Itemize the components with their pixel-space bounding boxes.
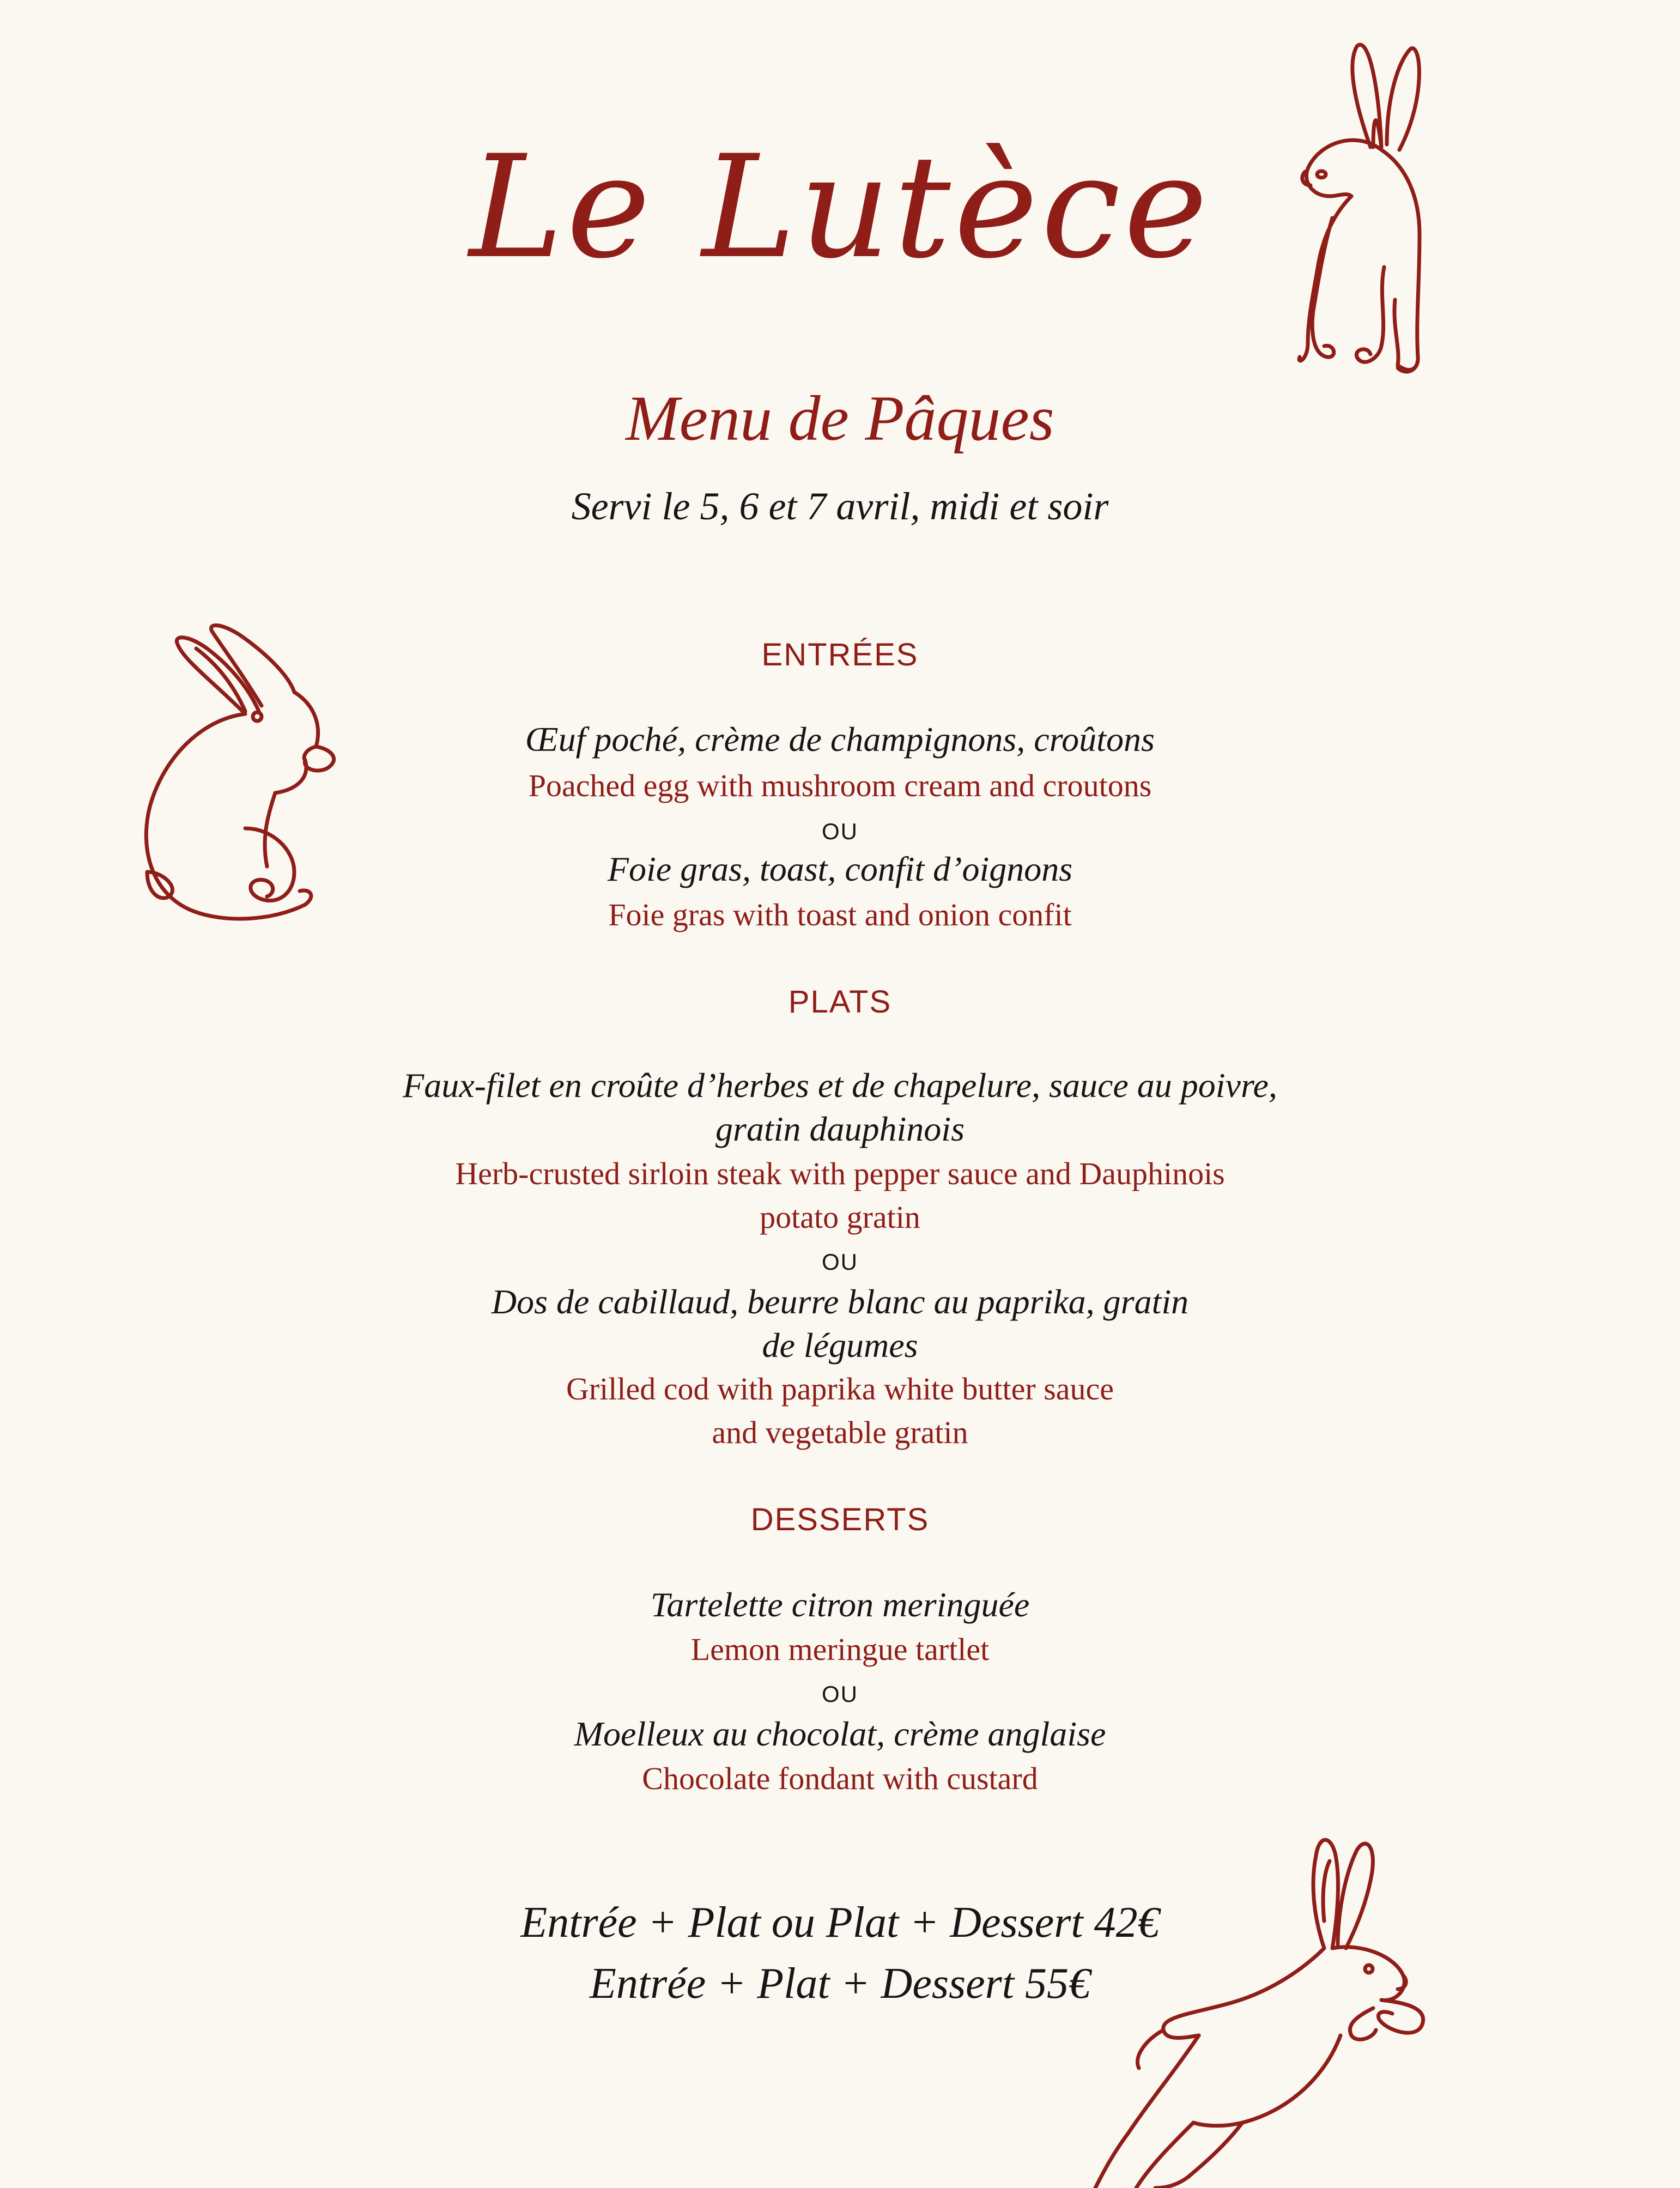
bunny-leaping-icon — [1090, 1828, 1439, 2188]
dessert-or-separator: OU — [822, 1681, 858, 1707]
bunny-sitting-icon — [1275, 38, 1449, 387]
restaurant-title: Le Lutèce — [469, 125, 1211, 290]
dessert-2-english: Chocolate fondant with custard — [642, 1761, 1038, 1796]
plat-1-english-line1: Herb-crusted sirloin steak with pepper sauce and Dauphinois — [455, 1156, 1225, 1191]
plat-2-english-line2: and vegetable gratin — [712, 1415, 968, 1450]
entree-1-english: Poached egg with mushroom cream and croutons — [528, 768, 1152, 803]
entree-1-french: Œuf poché, crème de champignons, croûtons — [525, 720, 1155, 759]
section-heading-plats: PLATS — [788, 984, 892, 1020]
dessert-1-french: Tartelette citron meringuée — [650, 1585, 1030, 1624]
plat-2-french-line1: Dos de cabillaud, beurre blanc au paprika, gratin — [491, 1282, 1189, 1321]
plat-1-french-line2: gratin dauphinois — [715, 1110, 965, 1148]
dessert-1-english: Lemon meringue tartlet — [690, 1632, 990, 1667]
menu-subtitle: Menu de Pâques — [626, 383, 1054, 454]
dessert-2-french: Moelleux au chocolat, crème anglaise — [574, 1714, 1106, 1753]
plat-2-english-line1: Grilled cod with paprika white butter sauce — [566, 1371, 1114, 1407]
entree-2-english: Foie gras with toast and onion confit — [608, 897, 1072, 932]
plat-2-french-line2: de légumes — [762, 1326, 918, 1365]
bunny-crouching-icon — [131, 610, 371, 926]
plat-1-french-line1: Faux-filet en croûte d’herbes et de chapelure, sauce au poivre, — [403, 1066, 1277, 1105]
price-formula-two-courses: Entrée + Plat ou Plat + Dessert 42€ — [520, 1899, 1160, 1947]
entree-or-separator: OU — [822, 819, 858, 844]
section-heading-entrees: ENTRÉES — [761, 637, 919, 672]
plat-or-separator: OU — [822, 1249, 858, 1275]
price-formula-three-courses: Entrée + Plat + Dessert 55€ — [590, 1960, 1090, 2008]
service-dates: Servi le 5, 6 et 7 avril, midi et soir — [571, 484, 1109, 528]
plat-1-english-line2: potato gratin — [760, 1199, 920, 1235]
entree-2-french: Foie gras, toast, confit d’oignons — [607, 850, 1073, 888]
section-heading-desserts: DESSERTS — [750, 1502, 930, 1537]
